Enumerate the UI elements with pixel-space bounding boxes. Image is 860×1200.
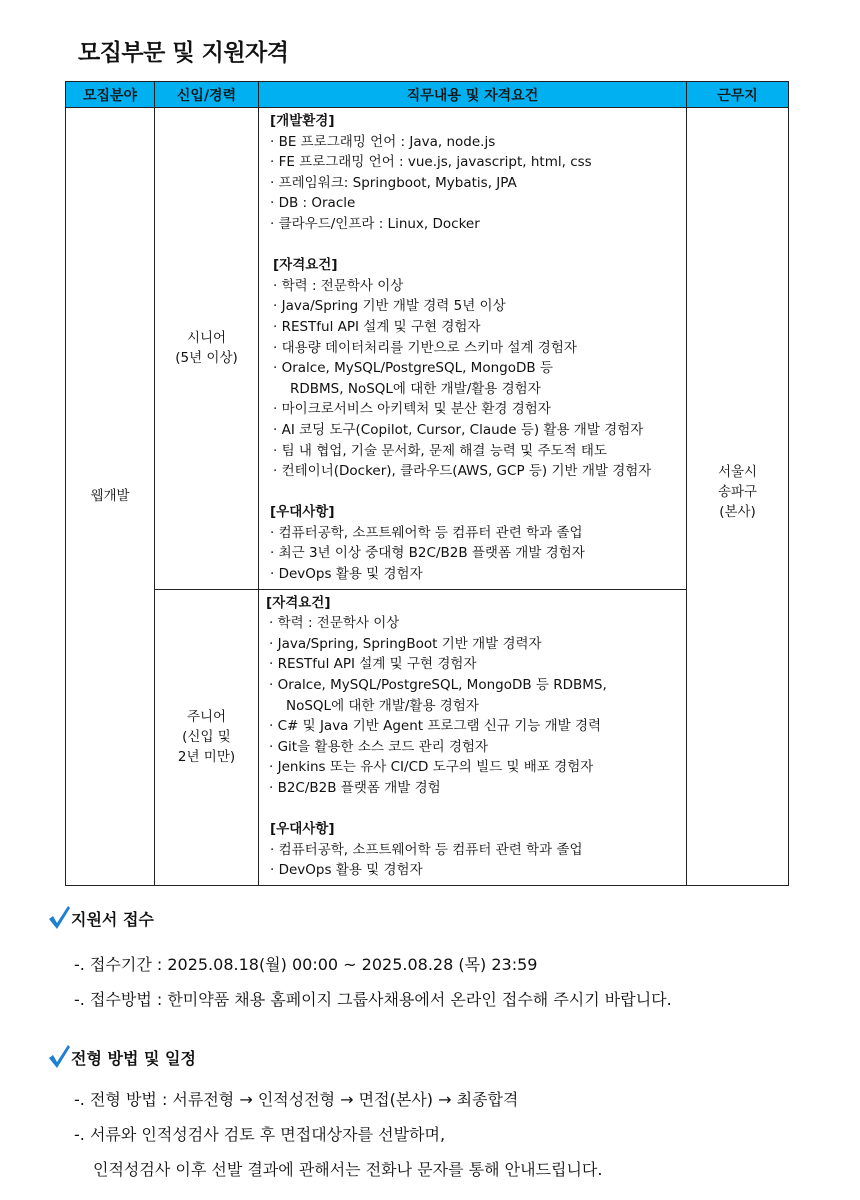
requirement-item: · AI 코딩 도구(Copilot, Cursor, Claude 등) 활용 개발 경험자 — [273, 421, 644, 438]
header-duty: 직무내용 및 자격요건 — [259, 82, 687, 108]
junior-level-cell — [155, 589, 259, 885]
requirement-item-continued: RDBMS, NoSQL에 대한 개발/활용 경험자 — [290, 380, 541, 397]
senior-level-line: 시니어 — [186, 330, 227, 347]
requirement-item: · C# 및 Java 기반 Agent 프로그램 신규 기능 개발 경력 — [269, 718, 602, 735]
requirement-item: · Jenkins 또는 유사 CI/CD 도구의 빌드 및 배포 경험자 — [269, 759, 594, 776]
application-method: -. 접수방법 : 한미약품 채용 홈페이지 그룹사채용에서 온라인 접수해 주시기 바랍니다. — [74, 990, 672, 1009]
preferred-item: · DevOps 활용 및 경험자 — [270, 862, 423, 879]
requirement-item: · Git을 활용한 소스 코드 관리 경험자 — [269, 738, 489, 755]
junior-level-line: 2년 미만) — [177, 749, 236, 766]
page-title: 모집부문 및 지원자격 — [78, 40, 289, 66]
requirement-item: · B2C/B2B 플랫폼 개발 경험 — [269, 780, 441, 796]
header-location: 근무지 — [687, 82, 789, 108]
requirement-item: · 컨테이너(Docker), 클라우드(AWS, GCP 등) 기반 개발 경험자 — [273, 463, 652, 480]
recruitment-table — [65, 81, 789, 886]
field-text: 웹개발 — [90, 488, 130, 505]
junior-level-line: (신입 및 — [182, 729, 231, 746]
requirement-item: · Java/Spring 기반 개발 경력 5년 이상 — [273, 298, 506, 315]
requirement-item: · 대용량 데이터처리를 기반으로 스키마 설계 경험자 — [273, 339, 577, 356]
junior-duty-cell — [259, 589, 687, 885]
requirements-heading: [자격요건] — [266, 594, 331, 611]
preferred-item: · 컴퓨터공학, 소프트웨어학 등 컴퓨터 관련 학과 졸업 — [270, 841, 583, 858]
checkmark-icon — [48, 1043, 70, 1069]
process-note: -. 서류와 인적성검사 검토 후 면접대상자를 선발하며, — [74, 1125, 446, 1144]
header-career: 신입/경력 — [155, 82, 259, 108]
senior-level-cell — [155, 108, 259, 590]
checkmark-icon — [48, 904, 70, 930]
table-row-senior — [66, 108, 789, 590]
location-line: (본사) — [719, 504, 756, 520]
requirement-item: · 마이크로서비스 아키텍처 및 분산 환경 경험자 — [273, 401, 551, 418]
preferred-item: · 최근 3년 이상 중대형 B2C/B2B 플랫폼 개발 경험자 — [270, 545, 585, 562]
preferred-heading: [우대사항] — [270, 821, 335, 838]
process-title: 전형 방법 및 일정 — [71, 1049, 196, 1068]
requirement-item: · RESTful API 설계 및 구현 경험자 — [269, 656, 477, 673]
table-row-junior — [66, 589, 789, 885]
process-note-continued: 인적성검사 이후 선발 결과에 관해서는 전화나 문자를 통해 안내드립니다. — [93, 1160, 603, 1179]
requirement-item: · 학력 : 전문학사 이상 — [273, 277, 404, 294]
senior-duty-cell — [259, 108, 687, 590]
requirement-item: · RESTful API 설계 및 구현 경험자 — [273, 318, 481, 335]
location-cell — [687, 108, 789, 886]
header-field: 모집분야 — [66, 82, 155, 108]
preferred-item: · 컴퓨터공학, 소프트웨어학 등 컴퓨터 관련 학과 졸업 — [270, 524, 583, 541]
preferred-item: · DevOps 활용 및 경험자 — [270, 566, 423, 583]
location-line: 서울시 — [717, 464, 758, 480]
dev-env-item: · DB : Oracle — [270, 195, 356, 212]
junior-level-line: 주니어 — [186, 709, 227, 726]
application-heading — [48, 904, 154, 930]
requirement-item: · Java/Spring, SpringBoot 기반 개발 경력자 — [269, 635, 542, 652]
application-title: 지원서 접수 — [71, 910, 154, 929]
requirement-item: · Oralce, MySQL/PostgreSQL, MongoDB 등 RDBMS, — [269, 677, 607, 694]
table-header-row — [66, 82, 789, 108]
requirement-item: · 학력 : 전문학사 이상 — [269, 615, 400, 632]
location-line: 송파구 — [717, 484, 758, 500]
process-heading — [48, 1043, 196, 1069]
senior-level-line: (5년 이상) — [175, 350, 238, 367]
preferred-heading: [우대사항] — [270, 504, 335, 521]
dev-env-item: · 프레임워크: Springboot, Mybatis, JPA — [270, 174, 517, 191]
requirements-heading: [자격요건] — [273, 257, 338, 274]
dev-env-item: · FE 프로그래밍 언어 : vue.js, javascript, html, css — [270, 154, 592, 171]
dev-env-item: · 클라우드/인프라 : Linux, Docker — [270, 215, 480, 232]
dev-env-item: · BE 프로그래밍 언어 : Java, node.js — [270, 133, 496, 150]
requirement-item-continued: NoSQL에 대한 개발/활용 경험자 — [286, 697, 479, 714]
requirement-item: · Oralce, MySQL/PostgreSQL, MongoDB 등 — [273, 360, 553, 377]
application-period: -. 접수기간 : 2025.08.18(월) 00:00 ~ 2025.08.28 (목) 23:59 — [74, 955, 538, 974]
dev-env-heading: [개발환경] — [270, 113, 335, 129]
process-steps: -. 전형 방법 : 서류전형 → 인적성전형 → 면접(본사) → 최종합격 — [74, 1090, 519, 1109]
requirement-item: · 팀 내 협업, 기술 문서화, 문제 해결 능력 및 주도적 태도 — [273, 442, 607, 459]
field-cell — [66, 108, 155, 886]
